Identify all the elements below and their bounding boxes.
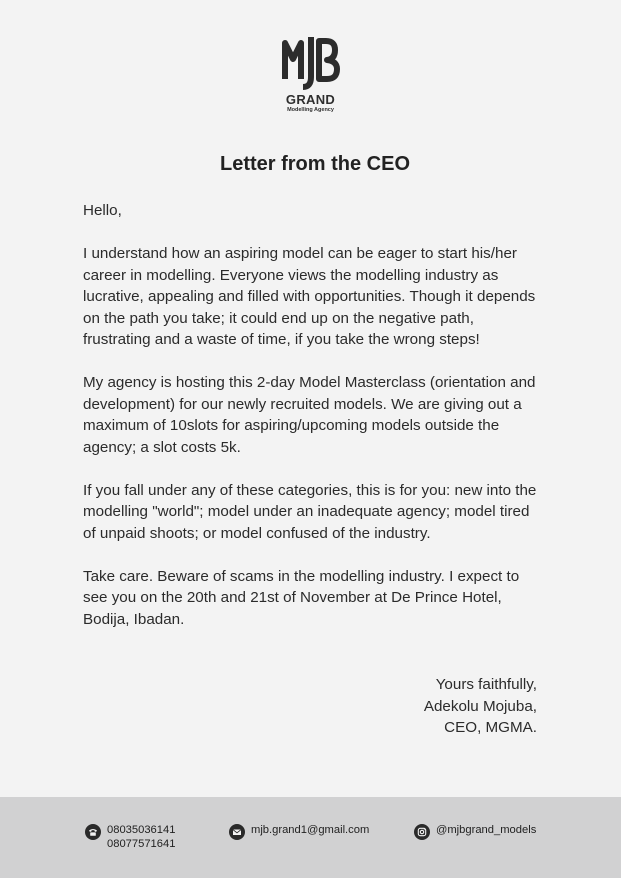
contact-phone [85,824,175,851]
contact-email [229,824,369,840]
instagram-handle[interactable]: @mjbgrand_models [436,824,537,836]
mail-icon [229,824,245,840]
instagram-icon [414,824,430,840]
paragraph-intro: I understand how an aspiring model can be eager to start his/her career in modelling. Everyone views the modelling industry as lucrative, appealing and filled with opportunities. Though it depends on the path you take; it could end up on the negative path, frustrating and a waste of time, if you take the wrong steps! [83,245,536,348]
signer-name: Adekolu Mojuba, [423,697,537,715]
signer-role: CEO, MGMA. [444,719,537,736]
greeting: Hello, [83,202,122,219]
letter-body [83,200,543,652]
footer [0,797,621,878]
phone-number-1[interactable]: 08035036141 [107,824,176,836]
logo-name: GRAND [285,92,336,107]
paragraph-closing: Take care. Beware of scams in the modelling industry. I expect to see you on the 20th and 21st of November at De Prince Hotel, Bodija, Ibadan. [83,567,520,628]
paragraph-masterclass: My agency is hosting this 2-day Model Masterclass (orientation and development) for our newly recruited models. We are giving out a maximum of 10slots for aspiring/upcoming models outside the agency; a slot costs 5k. [83,374,536,456]
logo-tagline: Modelling Agency [287,107,334,113]
signoff [424,674,537,739]
mjb-monogram-logo [279,33,343,93]
phone-number-2[interactable]: 08077571641 [107,837,176,850]
logo [0,33,621,114]
paragraph-categories: If you fall under any of these categories, this is for you: new into the modelling "world"; model under an inadequate agency; model tired of unpaid shoots; or model confused of the industry. [83,481,537,542]
closing-phrase: Yours faithfully, [435,676,537,693]
letter-title: Letter from the CEO [219,153,411,175]
phone-icon [85,824,101,840]
email-link[interactable]: mjb.grand1@gmail.com [251,824,370,836]
contact-instagram [414,824,536,840]
